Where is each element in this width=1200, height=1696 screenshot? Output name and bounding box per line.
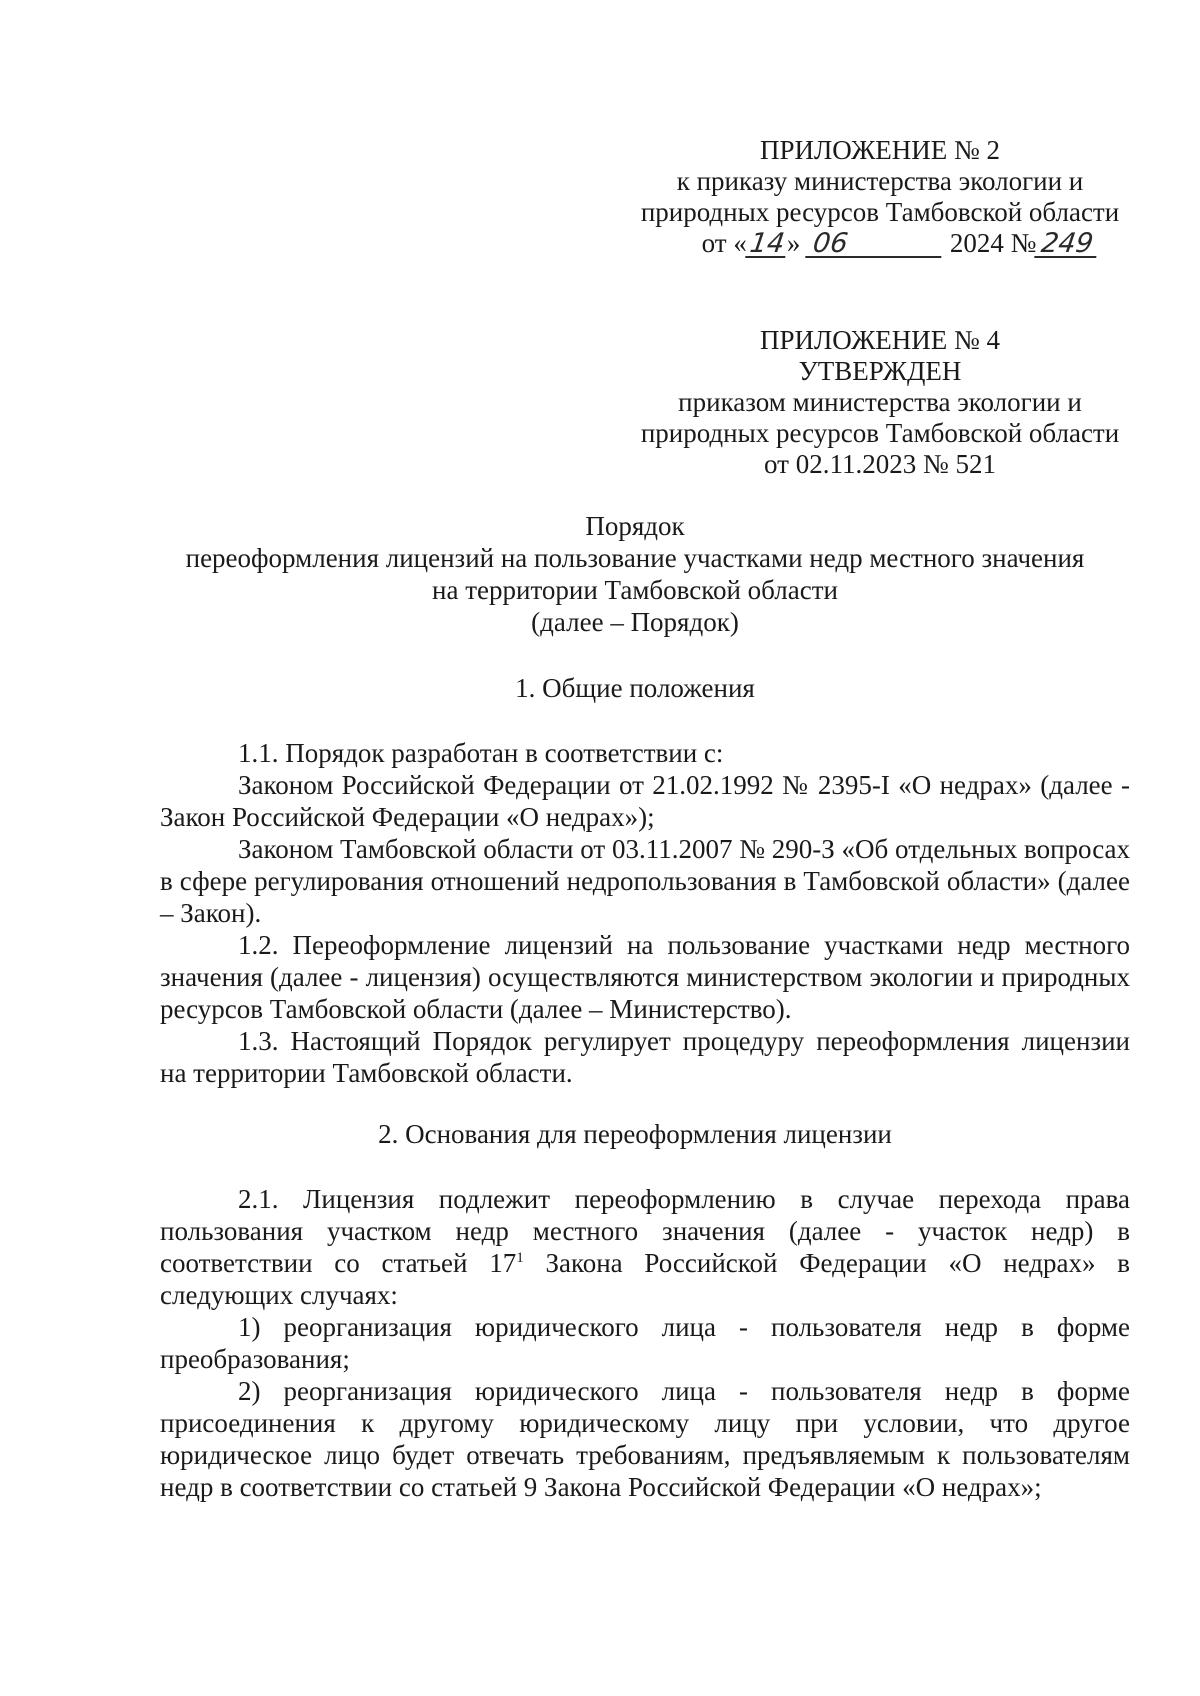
title-line2: переоформления лицензий на пользование участками недр местного значения <box>185 543 1085 573</box>
section-1-paragraph: Законом Тамбовской области от 03.11.2007 № 290-З «Об отдельных вопросах в сфере регулирования отношений недропользования в Тамбовской области» (далее – Закон). <box>160 834 1130 928</box>
paragraph-2-1-part-b: Закона Российской Федерации «О недрах» в следующих случаях: <box>160 1248 1130 1310</box>
appendix-4-line2: природных ресурсов Тамбовской области <box>640 418 1120 448</box>
appendix-4-title: ПРИЛОЖЕНИЕ № 4 <box>759 325 1001 355</box>
appendix-2-line1: к приказу министерства экологии и <box>676 166 1084 196</box>
title-line1: Порядок <box>585 511 685 541</box>
year-number-prefix: 2024 № <box>949 228 1037 258</box>
document-title <box>150 510 1120 638</box>
appendix-2-date-line <box>600 228 1160 259</box>
section-2-heading: 2. Основания для переоформления лицензии <box>378 1119 892 1149</box>
section-2-paragraph: 2) реорганизация юридического лица - пользователя недр в форме присоединения к другому юридическому лицу при условии, что другое юридическое лицо будет отвечать требованиям, предъявляемым к пользователям недр в соответствии со статьей 9 Закона Российской Федерации «О недрах»; <box>160 1376 1130 1502</box>
article-superscript: 1 <box>516 1250 524 1266</box>
handwritten-month: 06 <box>805 232 945 258</box>
appendix-4-line1: приказом министерства экологии и <box>678 387 1082 417</box>
section-2-paragraph: 1) реорганизация юридического лица - пользователя недр в форме преобразования; <box>160 1312 1130 1374</box>
handwritten-day: 14 <box>745 232 789 258</box>
section-2-body <box>160 1183 1130 1503</box>
handwritten-order-number: 249 <box>1035 232 1101 258</box>
section-1-body <box>160 737 1130 1089</box>
section-1-paragraph: 1.3. Настоящий Порядок регулирует процедуру переоформления лицензии на территории Тамбовской области. <box>160 1026 1130 1088</box>
section-1-paragraph: 1.2. Переоформление лицензий на пользование участками недр местного значения (далее - лицензия) осуществляются министерством экологии и природных ресурсов Тамбовской области (далее – Министерство). <box>160 930 1130 1024</box>
section-1-paragraph: 1.1. Порядок разработан в соответствии с: <box>238 738 724 768</box>
title-line4: (далее – Порядок) <box>531 607 739 637</box>
appendix-2-title: ПРИЛОЖЕНИЕ № 2 <box>759 135 1001 165</box>
appendix-4-header <box>600 325 1160 480</box>
appendix-2-header <box>600 135 1160 259</box>
section-1-heading: 1. Общие положения <box>515 673 755 703</box>
appendix-2-line2: природных ресурсов Тамбовской области <box>640 197 1120 227</box>
date-mid: » <box>786 228 801 258</box>
section-1-paragraph: Законом Российской Федерации от 21.02.1992 № 2395-I «О недрах» (далее - Закон Российской Федерации «О недрах»); <box>160 770 1130 832</box>
title-line3: на территории Тамбовской области <box>432 575 838 605</box>
date-prefix: от « <box>701 228 747 258</box>
section-2-paragraph <box>160 1183 1130 1311</box>
appendix-4-line3: от 02.11.2023 № 521 <box>764 449 996 479</box>
paragraph-2-1-part-a: 2.1. Лицензия подлежит переоформлению в случае перехода права пользования участком недр местного значения (далее - участок недр) в соответствии со статьей 17 <box>160 1184 1130 1278</box>
approved-label: УТВЕРЖДЕН <box>798 356 962 386</box>
